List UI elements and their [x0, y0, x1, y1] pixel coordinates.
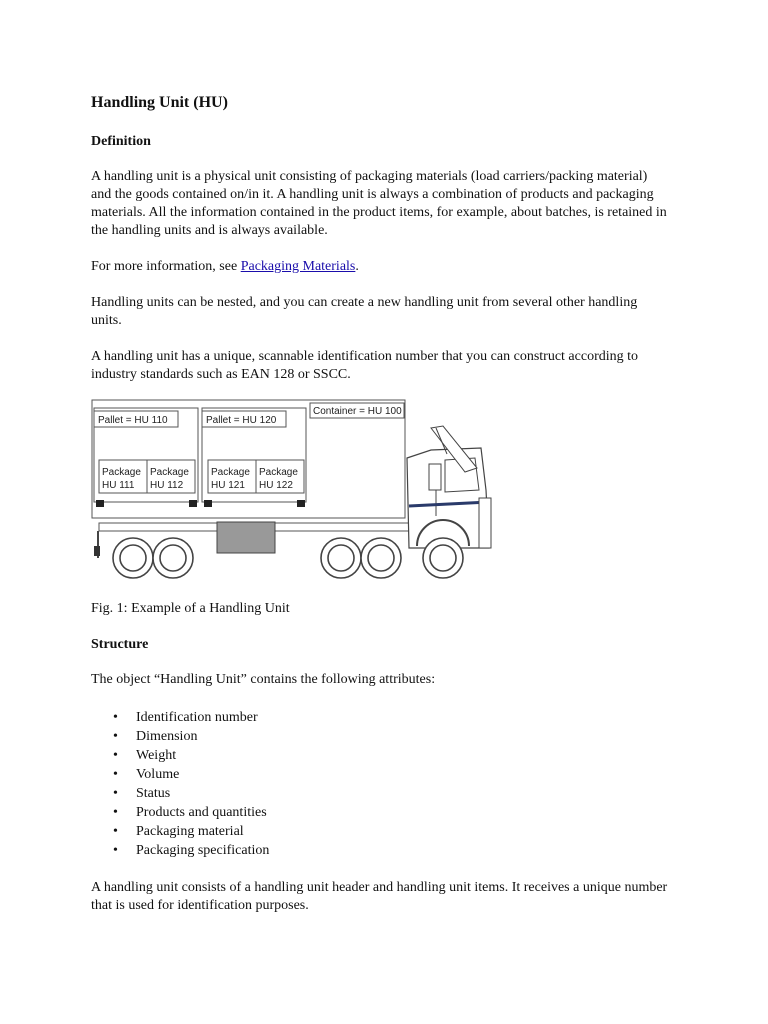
wheel-rear-2-hub: [160, 545, 186, 571]
side-mirror: [429, 464, 441, 490]
truck-diagram: [91, 398, 506, 584]
pallet-2-foot-right: [297, 500, 305, 507]
package-2-line1: Package: [150, 467, 189, 478]
list-item: • Dimension: [91, 727, 269, 746]
pallet-1-foot-left: [96, 500, 104, 507]
structure-intro: The object “Handling Unit” contains the following attributes:: [91, 672, 436, 687]
pallet-2-label: Pallet = HU 120: [206, 415, 277, 426]
handling-unit-figure: [91, 398, 506, 584]
definition-paragraph: A handling unit is a physical unit consisting of packaging materials (load carriers/packing material) and the goods contained on/in it. A handling unit is always a combination of products and packaging materials. All the information contained in the product items, for example, about batches, is retained in the handling units and is always available.: [91, 169, 667, 238]
packaging-materials-link[interactable]: Packaging Materials: [240, 259, 356, 274]
wheel-front-hub: [430, 545, 456, 571]
list-item: • Status: [91, 784, 269, 803]
package-1-line2: HU 111: [102, 480, 135, 491]
definition-heading: Definition: [91, 134, 151, 149]
pallet-1-label: Pallet = HU 110: [98, 415, 168, 426]
wheel-mid-2-hub: [368, 545, 394, 571]
page-title: Handling Unit (HU): [91, 94, 228, 111]
list-item: • Packaging specification: [91, 841, 269, 860]
pallet-2-foot-left: [204, 500, 212, 507]
pallet-1-foot-right: [189, 500, 197, 507]
list-item: • Weight: [91, 746, 269, 765]
list-item: • Packaging material: [91, 822, 269, 841]
figure-caption: Fig. 1: Example of a Handling Unit: [91, 601, 290, 616]
rear-light: [94, 546, 100, 556]
package-3-line2: HU 121: [211, 480, 245, 491]
package-3-line1: Package: [211, 467, 250, 478]
list-item: • Products and quantities: [91, 803, 269, 822]
container-label: Container = HU 100: [313, 406, 402, 417]
structure-heading: Structure: [91, 637, 149, 652]
attribute-list: [91, 708, 269, 860]
nested-paragraph: Handling units can be nested, and you can create a new handling unit from several other handling units.: [91, 295, 638, 328]
wheel-rear-1-hub: [120, 545, 146, 571]
wheel-mid-1-hub: [328, 545, 354, 571]
package-4-line2: HU 122: [259, 480, 293, 491]
more-info-paragraph: [91, 258, 671, 276]
more-info-prefix: For more information, see: [91, 259, 241, 274]
package-2-line2: HU 112: [150, 480, 184, 491]
fuel-tank: [217, 522, 275, 553]
cab-grille: [479, 498, 491, 548]
list-item: • Identification number: [91, 708, 269, 727]
package-1-line1: Package: [102, 467, 141, 478]
list-item: • Volume: [91, 765, 269, 784]
package-4-line1: Package: [259, 467, 298, 478]
closing-paragraph: A handling unit consists of a handling unit header and handling unit items. It receives a unique number that is used for identification purposes.: [91, 880, 668, 913]
identification-paragraph: A handling unit has a unique, scannable identification number that you can construct according to industry standards such as EAN 128 or SSCC.: [91, 349, 639, 382]
more-info-suffix: .: [355, 259, 359, 274]
